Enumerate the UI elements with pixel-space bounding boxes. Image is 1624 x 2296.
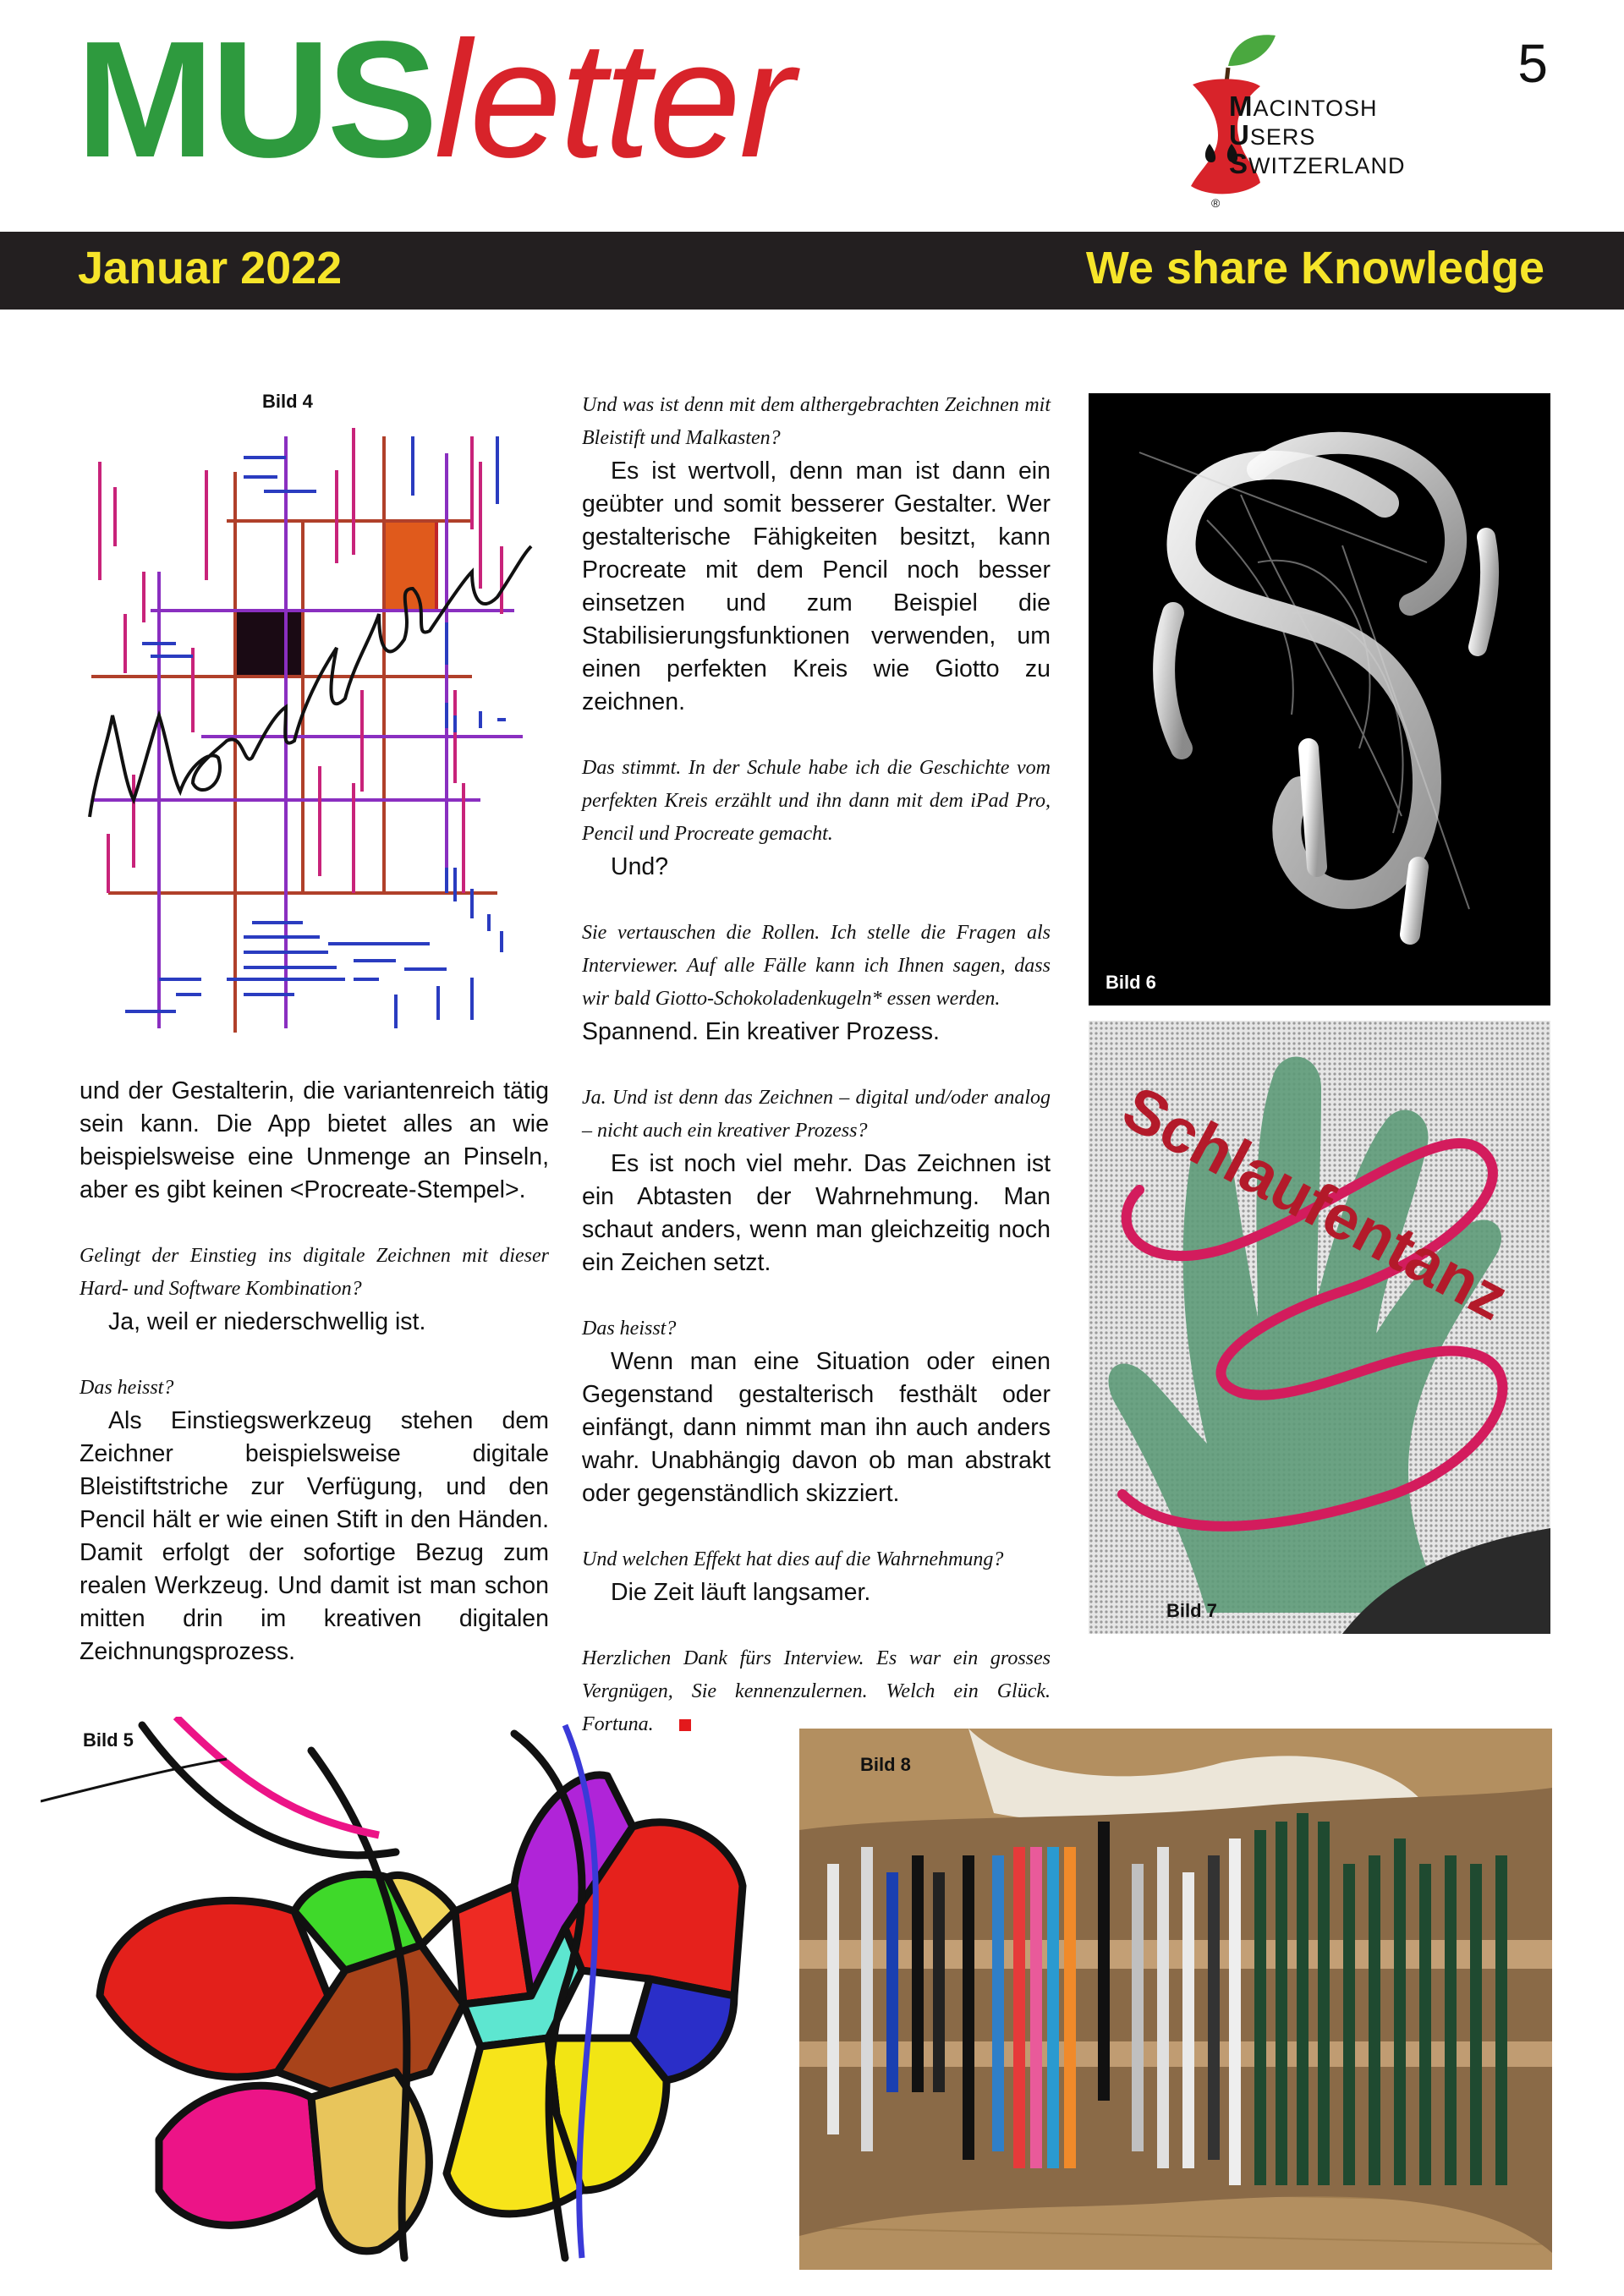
middle-question-2: Das stimmt. In der Schule habe ich die Geschichte vom perfekten Kreis erzählt und ihn dann mit dem iPad Pro, Pencil und Procreate gemacht. — [582, 757, 1051, 845]
left-answer-1: Ja, weil er niederschwellig ist. — [108, 1308, 426, 1335]
registered-mark: ® — [1211, 196, 1221, 210]
middle-question-7: Herzlichen Dank fürs Interview. Es war ein grosses Vergnügen, Sie kennenzulernen. Welch ein Glück. Fortuna. — [582, 1647, 1051, 1735]
left-question-1: Gelingt der Einstieg ins digitale Zeichnen mit dieser Hard- und Software Kombination? — [80, 1245, 549, 1300]
middle-answer-6: Die Zeit läuft langsamer. — [611, 1579, 871, 1606]
logo-mus-text: MUS — [76, 7, 435, 192]
macintosh-users-switzerland-text: MACINTOSH USERS SWITZERLAND — [1229, 90, 1406, 179]
middle-column — [582, 389, 1051, 1741]
middle-question-3: Sie vertauschen die Rollen. Ich stelle die Fragen als Interviewer. Auf alle Fälle kann ich Ihnen sagen, dass wir bald Giotto-Schokoladenkugeln* essen werden. — [582, 922, 1051, 1010]
left-answer-2: Als Einstiegswerkzeug stehen dem Zeichner beispielsweise digitale Bleistiftstriche zur Verfügung, und den Pencil hält er wie einen Stift in den Händen. Damit erfolgt der sofortige Bezug zum realen Werkzeug. Und damit ist man schon mitten drin im kreativen digitalen Zeichnungsprozess. — [80, 1407, 549, 1665]
caption-bild4: Bild 4 — [262, 391, 313, 412]
caption-bild8: Bild 8 — [860, 1754, 911, 1775]
middle-answer-3: Spannend. Ein kreativer Prozess. — [582, 1018, 940, 1045]
bild4-mondrian-drawing — [74, 419, 548, 1033]
slogan: We share Knowledge — [1085, 243, 1544, 293]
logo-letter-text: letter — [434, 7, 793, 192]
middle-answer-2: Und? — [611, 853, 669, 880]
middle-question-5: Das heisst? — [582, 1318, 677, 1340]
bild5-colorful-shapes-drawing — [41, 1717, 768, 2266]
middle-question-4: Ja. Und ist denn das Zeichnen – digital und/oder analog – nicht auch ein kreativer Prozess? — [582, 1087, 1051, 1142]
middle-answer-4: Es ist noch viel mehr. Das Zeichnen ist ein Abtasten der Wahrnehmung. Man schaut anders, wenn man gleichzeitig noch ein Zeichen setzt. — [582, 1150, 1051, 1276]
left-column — [80, 1075, 549, 1669]
middle-question-1: Und was ist denn mit dem althergebrachten Zeichnen mit Bleistift und Malkasten? — [582, 394, 1051, 449]
page-number: 5 — [1517, 33, 1548, 94]
left-paragraph-1: und der Gestalterin, die variantenreich tätig sein kann. Die App bietet alles an wie beispielsweise eine Unmenge an Pinseln, aber es gibt keinen <Procreate-Stempel>. — [80, 1077, 549, 1203]
bild6-white-strokes-image — [1089, 393, 1550, 1006]
middle-answer-5: Wenn man eine Situation oder einen Gegenstand gestalterisch festhält oder einfängt, dann nimmt man ihn auch anders wahr. Unabhängig davon ob man abstrakt oder gegenständlich skizziert. — [582, 1348, 1051, 1507]
bild8-pencil-roll-photo — [799, 1729, 1552, 2270]
caption-bild7: Bild 7 — [1166, 1600, 1217, 1621]
bild7-lettering: Schlaufentanz — [1111, 1071, 1520, 1334]
caption-bild5: Bild 5 — [83, 1729, 134, 1751]
issue-date: Januar 2022 — [78, 243, 343, 293]
middle-question-6: Und welchen Effekt hat dies auf die Wahrnehmung? — [582, 1548, 1004, 1570]
caption-bild6: Bild 6 — [1106, 972, 1156, 993]
left-question-2: Das heisst? — [80, 1377, 174, 1399]
bild7-hand-lettering-image — [1089, 1021, 1550, 1634]
middle-answer-1: Es ist wertvoll, denn man ist dann ein geübter und somit besserer Gestalter. Wer gestalterische Fähigkeiten besitzt, kann Procreate mit dem Pencil noch besser einsetzen und zum Beispiel die Stabilisierungsfunktionen verwenden, um einen perfekten Kreis wie Giotto zu zeichnen. — [582, 458, 1051, 715]
musletter-logo — [76, 7, 793, 192]
